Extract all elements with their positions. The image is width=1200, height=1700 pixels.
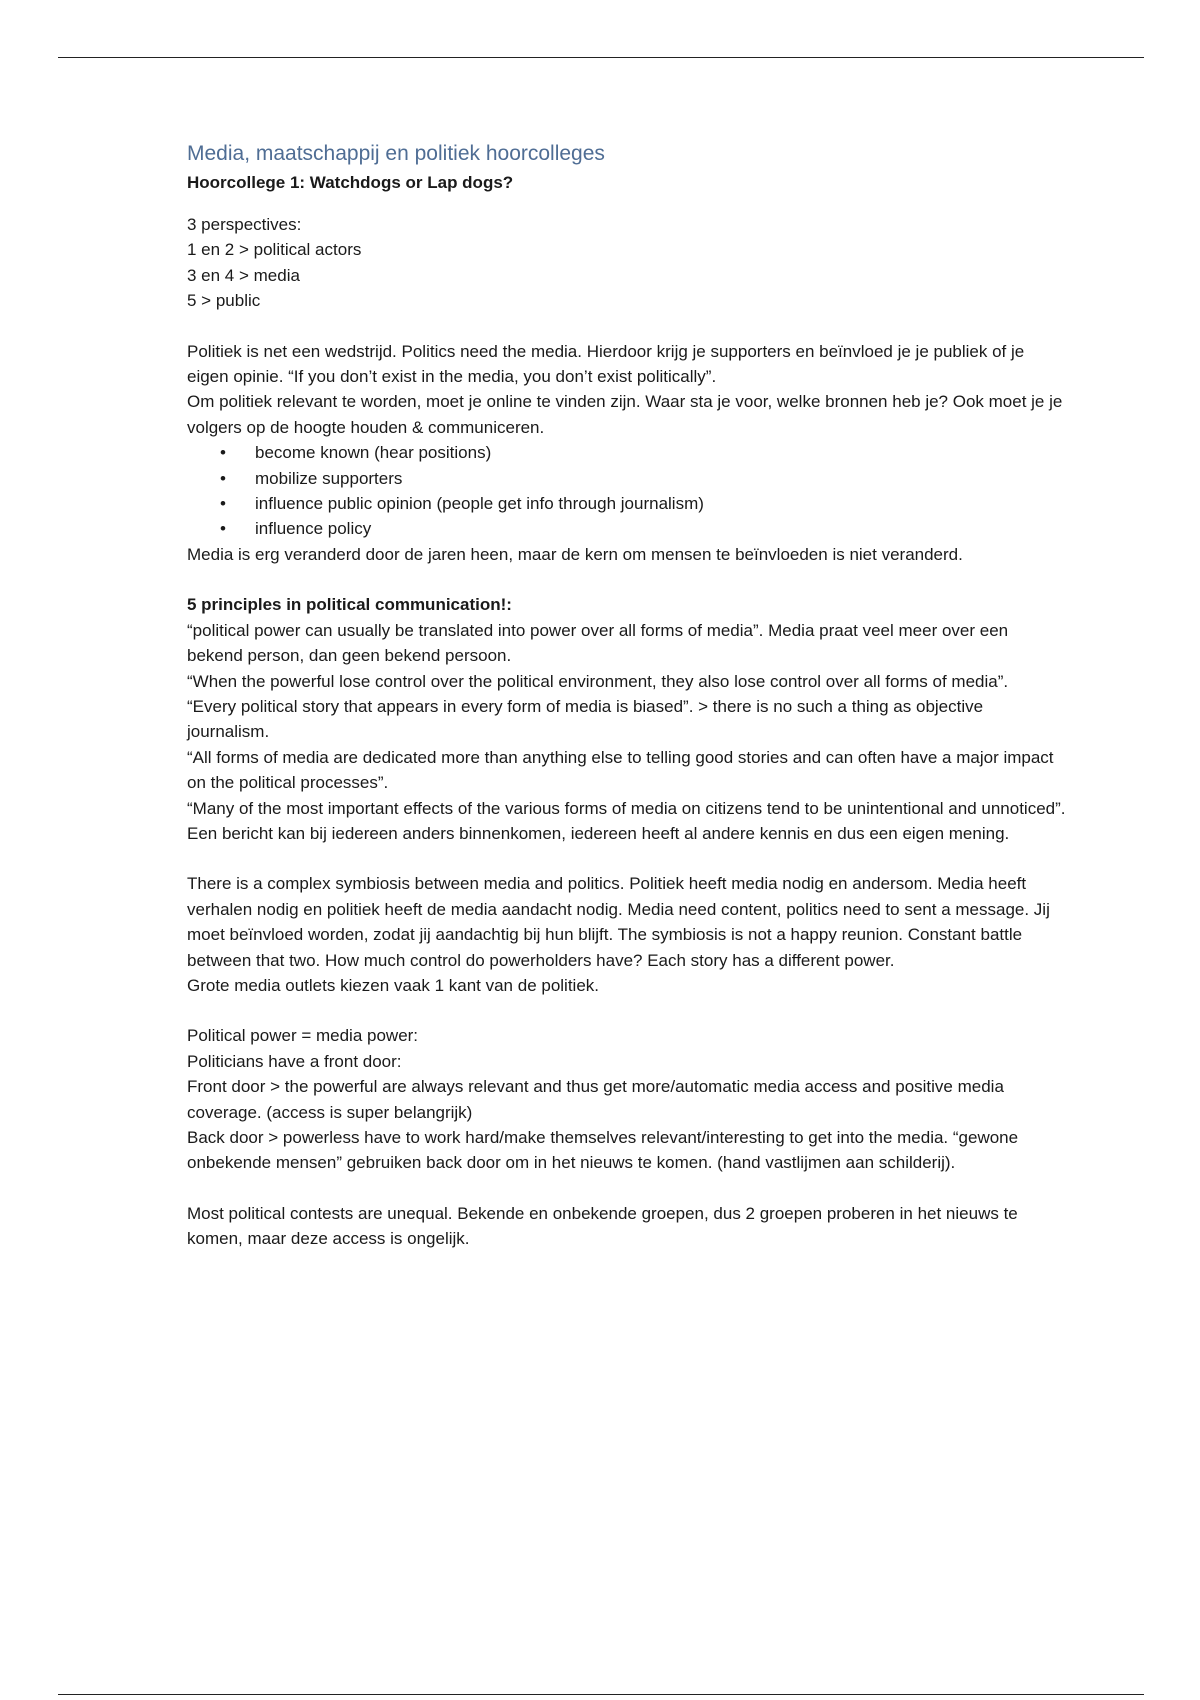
principle-paragraph: “political power can usually be translated into power over all forms of media”. Media praat veel meer over een bekend person, dan geen bekend persoon. bbox=[187, 620, 1009, 666]
spacer bbox=[187, 196, 1067, 212]
perspectives-list bbox=[187, 212, 1067, 314]
spacer bbox=[187, 998, 1067, 1023]
spacer bbox=[187, 846, 1067, 871]
perspectives-line: 5 > public bbox=[187, 291, 261, 311]
spacer bbox=[187, 1176, 1067, 1201]
bullet-text: become known (hear positions) bbox=[255, 443, 492, 463]
bullet-icon: • bbox=[220, 519, 226, 539]
outlets-line: Grote media outlets kiezen vaak 1 kant van de politiek. bbox=[187, 975, 600, 995]
perspectives-line: 1 en 2 > political actors bbox=[187, 240, 362, 260]
footer-rule bbox=[58, 1694, 1144, 1695]
bullet-icon: • bbox=[220, 494, 226, 514]
bullet-text: mobilize supporters bbox=[255, 468, 403, 488]
principles-heading: 5 principles in political communication!: bbox=[187, 595, 512, 615]
symbiosis-paragraph: There is a complex symbiosis between media and politics. Politiek heeft media nodig en andersom. Media heeft verhalen nodig en politiek heeft de media aandacht nodig. Media need content, politics need to sent a message. Jij moet beïnvloed worden, zodat jij aandachtig bij hun blijft. The symbiosis is not a happy reunion. Constant battle between that two. How much control do powerholders have? Each story has a different power. bbox=[187, 874, 1050, 970]
bullet-icon: • bbox=[220, 443, 226, 463]
perspectives-line: 3 perspectives: bbox=[187, 215, 302, 234]
list-item bbox=[187, 466, 1067, 491]
lecture-heading: Hoorcollege 1: Watchdogs or Lap dogs? bbox=[187, 173, 514, 192]
bullet-text: influence public opinion (people get info through journalism) bbox=[255, 494, 704, 514]
list-item bbox=[187, 491, 1067, 516]
spacer bbox=[187, 314, 1067, 339]
spacer bbox=[187, 567, 1067, 592]
document-title: Media, maatschappij en politiek hoorcolleges bbox=[187, 142, 605, 165]
header-rule bbox=[58, 57, 1144, 58]
list-item bbox=[187, 516, 1067, 541]
document-body bbox=[187, 138, 1067, 1252]
principle-paragraph: “All forms of media are dedicated more than anything else to telling good stories and can often have a major impact on the political processes”. bbox=[187, 747, 1054, 793]
goals-bullet-list bbox=[187, 440, 1067, 542]
bullet-icon: • bbox=[220, 468, 226, 488]
back-door-paragraph: Back door > powerless have to work hard/make themselves relevant/interesting to get into the media. “gewone onbekende mensen” gebruiken back door om in het nieuws te komen. (hand vastlijmen aan schilderij). bbox=[187, 1128, 1019, 1173]
intro-paragraph: Politiek is net een wedstrijd. Politics need the media. Hierdoor krijg je supporters en beïnvloed je je publiek of je eigen opinie. “If you don’t exist in the media, you don’t exist politically”. bbox=[187, 341, 1025, 387]
intro-paragraph: Om politiek relevant te worden, moet je online te vinden zijn. Waar sta je voor, welke bronnen heb je? Ook moet je je volgers op de hoogte houden & communiceren. bbox=[187, 392, 1063, 437]
list-item bbox=[187, 440, 1067, 465]
principle-paragraph: “Many of the most important effects of the various forms of media on citizens tend to be unintentional and unnoticed”. Een bericht kan bij iedereen anders binnenkomen, iedereen heeft al andere kennis en dus een eigen mening. bbox=[187, 798, 1066, 843]
perspectives-line: 3 en 4 > media bbox=[187, 265, 300, 285]
front-door-paragraph: Front door > the powerful are always relevant and thus get more/automatic media access and positive media coverage. (access is super belangrijk) bbox=[187, 1077, 1004, 1122]
media-changed-paragraph: Media is erg veranderd door de jaren heen, maar de kern om mensen te beïnvloeden is niet veranderd. bbox=[187, 544, 963, 564]
power-equation: Political power = media power: bbox=[187, 1026, 419, 1046]
principle-paragraph: “When the powerful lose control over the political environment, they also lose control over all forms of media”. bbox=[187, 671, 1009, 691]
front-door-intro: Politicians have a front door: bbox=[187, 1051, 402, 1071]
closing-paragraph: Most political contests are unequal. Bekende en onbekende groepen, dus 2 groepen proberen in het nieuws te komen, maar deze access is ongelijk. bbox=[187, 1203, 1018, 1249]
bullet-text: influence policy bbox=[255, 519, 372, 539]
principle-paragraph: “Every political story that appears in every form of media is biased”. > there is no such a thing as objective journalism. bbox=[187, 696, 984, 742]
